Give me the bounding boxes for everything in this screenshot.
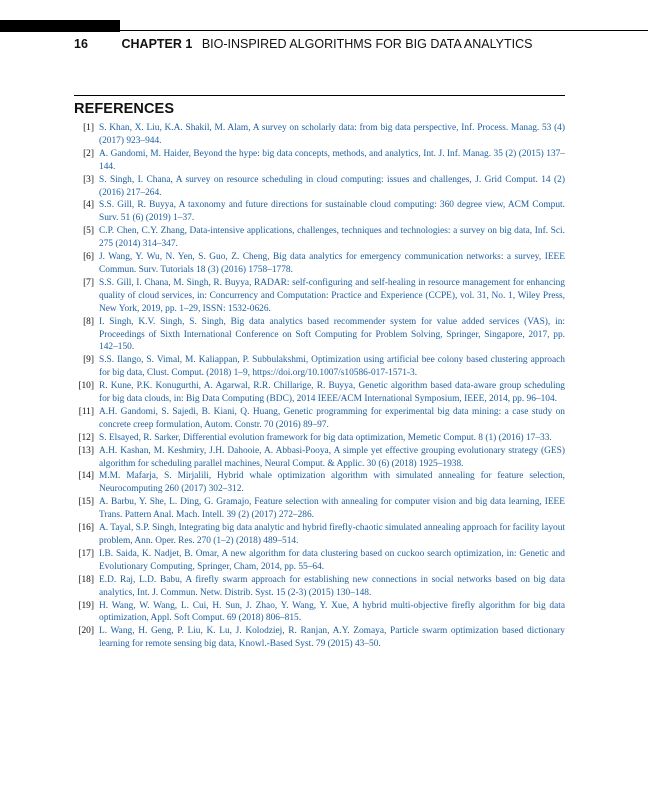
reference-number: [13] — [78, 445, 94, 456]
reference-number: [18] — [78, 574, 94, 585]
reference-number: [9] — [83, 355, 94, 366]
reference-link[interactable]: A. Tayal, S.P. Singh, Integrating big data analytic and hybrid firefly-chaotic simulated annealing approach for facility layout problem, Ann. Oper. Res. 270 (1–2) (2018) 489–514. — [99, 523, 565, 546]
reference-link[interactable]: S.S. Gill, R. Buyya, A taxonomy and future directions for sustainable cloud computing: 360 degree view, ACM Comput. Surv. 51 (6) (2019) 1–37. — [99, 200, 565, 224]
reference-link[interactable]: J. Wang, Y. Wu, N. Yen, S. Guo, Z. Cheng, Big data analytics for emergency communication networks: a survey, IEEE Commun. Surv. Tutorials 18 (3) (2016) 1758–1778. — [99, 252, 565, 275]
reference-item — [74, 277, 565, 316]
reference-number: [11] — [78, 406, 94, 417]
chapter-label: CHAPTER 1 — [121, 37, 193, 51]
reference-link[interactable]: S.S. Ilango, S. Vimal, M. Kaliappan, P. Subbulakshmi, Optimization using artificial bee colony based clustering approach for big data, Clust. Comput. (2018) 1–9, https://doi.org/10.1007/s10586-017-1571-3. — [99, 355, 565, 379]
reference-link[interactable]: R. Kune, P.K. Konugurthi, A. Agarwal, R.R. Chillarige, R. Buyya, Genetic algorithm based data-aware group scheduling for big data clouds, in: Big Data Computing (BDC), 2014 IEEE/ACM International Symposium, IEEE, 2014, pp. 96–104. — [99, 381, 565, 405]
reference-number: [15] — [78, 497, 94, 508]
chapter-title: BIO-INSPIRED ALGORITHMS FOR BIG DATA ANALYTICS — [201, 37, 533, 51]
reference-number: [19] — [78, 600, 94, 611]
reference-number: [2] — [83, 148, 94, 159]
reference-number: [5] — [83, 226, 94, 237]
reference-item — [74, 574, 565, 600]
reference-link[interactable]: A.H. Gandomi, S. Sajedi, B. Kiani, Q. Huang, Genetic programming for experimental big data mining: a case study on concrete creep formulation, Autom. Constr. 70 (2016) 89–97. — [99, 406, 565, 430]
reference-item — [74, 625, 565, 651]
reference-link[interactable]: A.H. Kashan, M. Keshmiry, J.H. Dahooie, A. Abbasi-Pooya, A simple yet effective grouping evolutionary strategy (GES) algorithm for scheduling parallel machines, Neural Comput. & Applic. 30 (6) (2018) 1925–1938. — [99, 445, 565, 469]
reference-item — [74, 122, 565, 148]
reference-number: [14] — [78, 471, 94, 482]
reference-number: [4] — [83, 200, 94, 211]
reference-number: [17] — [78, 548, 94, 559]
reference-number: [6] — [83, 252, 94, 263]
reference-item — [74, 406, 565, 432]
header-black-bar — [0, 20, 120, 32]
reference-item — [74, 445, 565, 471]
header-rule — [120, 30, 648, 31]
reference-item — [74, 316, 565, 355]
reference-number: [8] — [83, 316, 94, 327]
reference-item — [74, 548, 565, 574]
page-number: 16 — [74, 37, 88, 51]
reference-link[interactable]: H. Wang, W. Wang, L. Cui, H. Sun, J. Zhao, Y. Wang, Y. Xue, A hybrid multi-objective firefly algorithm for big data optimization, Appl. Soft Comput. 69 (2018) 806–815. — [99, 600, 565, 624]
references-heading: REFERENCES — [74, 101, 175, 117]
reference-number: [16] — [78, 523, 94, 534]
running-header — [74, 37, 532, 51]
reference-link[interactable]: L. Wang, H. Geng, P. Liu, K. Lu, J. Kolodziej, R. Ranjan, A.Y. Zomaya, Particle swarm optimization based dictionary learning for remote sensing big data, Knowl.-Based Syst. 79 (2015) 43–50. — [99, 626, 565, 650]
reference-item — [74, 380, 565, 406]
reference-item — [74, 251, 565, 277]
reference-item — [74, 432, 565, 445]
reference-item — [74, 470, 565, 496]
reference-number: [7] — [83, 277, 94, 288]
reference-link[interactable]: M.M. Mafarja, S. Mirjalili, Hybrid whale optimization algorithm with simulated annealing for feature selection, Neurocomputing 260 (2017) 302–312. — [99, 471, 565, 495]
reference-link[interactable]: A. Gandomi, M. Haider, Beyond the hype: big data concepts, methods, and analytics, Int. J. Inf. Manag. 35 (2) (2015) 137–144. — [99, 148, 565, 172]
reference-item — [74, 600, 565, 626]
reference-link[interactable]: E.D. Raj, L.D. Babu, A firefly swarm approach for establishing new connections in social networks based on big data analytics, Int. J. Commun. Netw. Distrib. Syst. 15 (2-3) (2015) 130–148. — [99, 574, 565, 598]
reference-link[interactable]: I. Singh, K.V. Singh, S. Singh, Big data analytics based recommender system for value added services (VAS), in: Proceedings of Sixth International Conference on Soft Computing for Problem Solving, Springer, Singapore, 2017, pp. 142–150. — [99, 316, 565, 353]
reference-number: [1] — [83, 123, 94, 133]
reference-link[interactable]: S. Elsayed, R. Sarker, Differential evolution framework for big data optimization, Memetic Comput. 8 (1) (2016) 17–33. — [99, 432, 552, 443]
reference-number: [3] — [83, 174, 94, 185]
reference-item — [74, 522, 565, 548]
reference-link[interactable]: I.B. Saida, K. Nadjet, B. Omar, A new algorithm for data clustering based on cuckoo search optimization, in: Genetic and Evolutionary Computing, Springer, Cham, 2014, pp. 55–64. — [99, 548, 565, 572]
reference-item — [74, 174, 565, 200]
reference-link[interactable]: A. Barbu, Y. She, L. Ding, G. Gramajo, Feature selection with annealing for computer vision and big data learning, IEEE Trans. Pattern Anal. Mach. Intell. 39 (2) (2017) 272–286. — [99, 497, 565, 521]
reference-link[interactable]: S. Khan, X. Liu, K.A. Shakil, M. Alam, A survey on scholarly data: from big data perspective, Inf. Process. Manag. 53 (4) (2017) 923–944. — [99, 123, 565, 146]
reference-item — [74, 199, 565, 225]
section-divider — [74, 95, 565, 96]
reference-item — [74, 354, 565, 380]
reference-item — [74, 225, 565, 251]
reference-list — [74, 122, 565, 651]
reference-number: [10] — [78, 381, 94, 392]
reference-item — [74, 148, 565, 174]
reference-link[interactable]: S. Singh, I. Chana, A survey on resource scheduling in cloud computing: issues and challenges, J. Grid Comput. 14 (2) (2016) 217–264. — [99, 174, 565, 198]
reference-number: [20] — [78, 626, 94, 637]
reference-link[interactable]: C.P. Chen, C.Y. Zhang, Data-intensive applications, challenges, techniques and technologies: a survey on big data, Inf. Sci. 275 (2014) 314–347. — [99, 226, 565, 250]
reference-item — [74, 496, 565, 522]
reference-number: [12] — [78, 432, 94, 443]
reference-link[interactable]: S.S. Gill, I. Chana, M. Singh, R. Buyya, RADAR: self-configuring and self-healing in resource management for enhancing quality of cloud services, in: Concurrency and Computation: Practice and Experience (CCPE), vol. 31, No. 1, Wiley Press, New York, 2019, pp. 1–29, ISSN: 1532-0626. — [99, 277, 565, 314]
